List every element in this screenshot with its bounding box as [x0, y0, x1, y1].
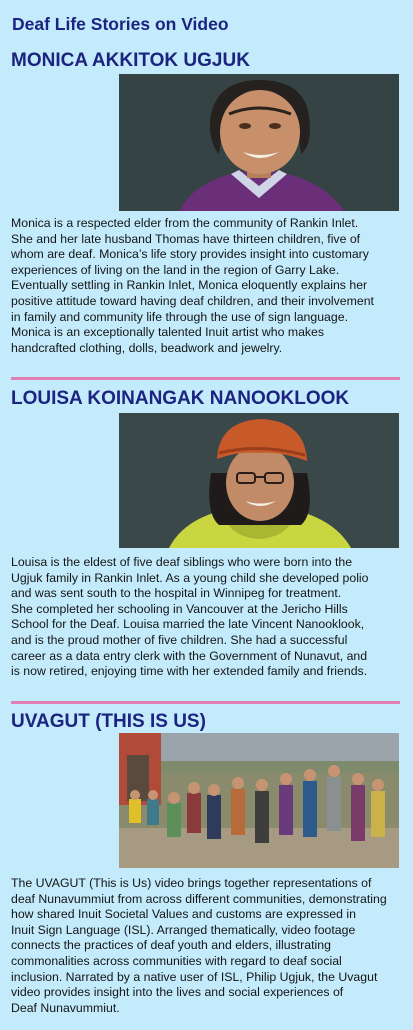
- body-line: and was sent south to the hospital in Winnipeg for treatment.: [11, 586, 342, 601]
- body-line: whom are deaf. Monica’s life story provides insight into customary: [11, 247, 369, 262]
- body-line: Inuit Sign Language (ISL). Arranged thematically, video footage: [11, 922, 356, 937]
- portrait-monica[interactable]: [119, 74, 399, 211]
- body-line: Monica is an exceptionally talented Inuit artist who makes: [11, 325, 325, 340]
- body-line: The UVAGUT (This is Us) video brings together representations of: [11, 876, 372, 890]
- section-title-uvagut: UVAGUT (THIS IS US): [11, 711, 206, 732]
- body-line: Eventually settling in Rankin Inlet, Monica eloquently explains her: [11, 278, 368, 293]
- body-line: and is the proud mother of five children. She had a successful: [11, 632, 348, 647]
- body-line: is now retired, enjoying time with her extended family and friends.: [11, 664, 368, 679]
- body-line: how shared Inuit Societal Values and customs are expressed in: [11, 907, 356, 922]
- body-line: commonalities across communities with regard to deaf social: [11, 953, 342, 968]
- body-line: experiences of living on the land in the region of Garry Lake.: [11, 262, 340, 277]
- body-line: handcrafted clothing, dolls, beadwork and jewelry.: [11, 340, 283, 355]
- section-body-uvagut: [11, 876, 403, 1016]
- body-line: video provides insight into the lives and social experiences of: [11, 985, 344, 1000]
- body-line: She completed her schooling in Vancouver at the Jericho Hills: [11, 601, 348, 616]
- page-title: Deaf Life Stories on Video: [12, 14, 229, 34]
- section-body-louisa: [11, 555, 403, 680]
- body-line: positive attitude toward having deaf children, and their involvement: [11, 293, 374, 308]
- body-line: Ugjuk family in Rankin Inlet. As a young child she developed polio: [11, 570, 369, 585]
- body-line: Louisa is the eldest of five deaf siblings who were born into the: [11, 555, 353, 569]
- illustration-uvagut[interactable]: [119, 733, 399, 868]
- section-body-monica: [11, 216, 403, 356]
- body-line: She and her late husband Thomas have thirteen children, five of: [11, 231, 361, 246]
- body-line: connects the practices of deaf youth and elders, illustrating: [11, 938, 331, 953]
- body-line: Monica is a respected elder from the community of Rankin Inlet.: [11, 216, 359, 230]
- section-divider: [11, 701, 400, 704]
- body-line: in family and community life through the use of sign language.: [11, 309, 348, 324]
- body-line: School for the Deaf. Louisa married the late Vincent Nanooklook,: [11, 617, 365, 632]
- body-line: Deaf Nunavummiut.: [11, 1000, 120, 1015]
- section-title-louisa: LOUISA KOINANGAK NANOOKLOOK: [11, 388, 350, 409]
- body-line: inclusion. Narrated by a native user of ISL, Philip Ugjuk, the Uvagut: [11, 969, 378, 984]
- portrait-louisa[interactable]: [119, 413, 399, 548]
- body-line: deaf Nunavummiut from across different communities, demonstrating: [11, 891, 387, 906]
- section-divider: [11, 377, 400, 380]
- body-line: career as a data entry clerk with the Government of Nunavut, and: [11, 648, 368, 663]
- section-title-monica: MONICA AKKITOK UGJUK: [11, 50, 250, 71]
